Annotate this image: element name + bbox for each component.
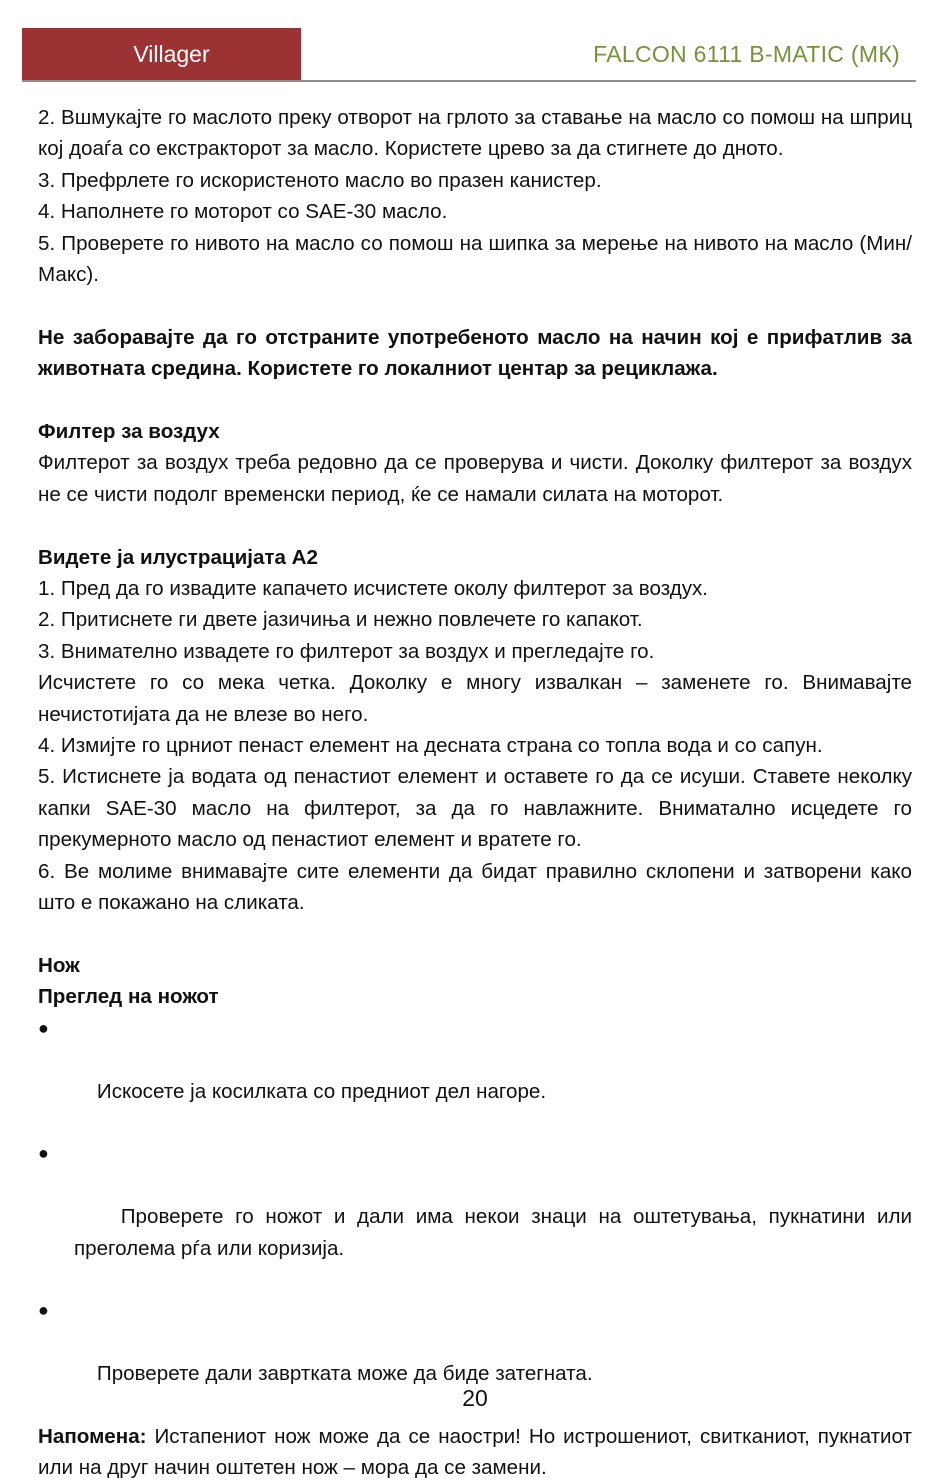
note-label: Напомена: <box>38 1425 147 1448</box>
filter-step-1: 1. Пред да го извадите капачето исчистете околу филтерот за воздух. <box>38 577 709 601</box>
list-item <box>38 1013 912 1139</box>
oil-step-5: 5. Проверете го нивото на масло со помош на шипка за мерење на нивото на масло (Мин/Макс). <box>38 231 912 287</box>
filter-step-6: 6. Ве молиме внимавајте сите елементи да бидат правилно склопени и затворени како што е покажано на сликата. <box>38 859 918 915</box>
bullet-icon: ● <box>38 1017 49 1038</box>
filter-step-2: 2. Притиснете ги двете јазичиња и нежно повлечете го капакот. <box>38 608 643 632</box>
filter-step-5: 5. Истиснете ја водата од пенастиот елемент и оставете го да се исуши. Ставете неколку капки SAE-30 масло на филтерот, за да го навлажните. Вниматално исцедете го прекумерното масло од пенастиот елемент и вратете го. <box>38 765 918 852</box>
page-header <box>22 28 916 82</box>
note-text: Истапениот нож може да се наостри! Но истрошениот, свитканиот, пукнатиот или на друг начин оштетен нож – мора да се замени. <box>38 1425 918 1480</box>
blade-heading: Нож <box>38 953 80 977</box>
air-filter-heading: Филтер за воздух <box>38 420 220 444</box>
bullet-icon: ● <box>38 1300 49 1321</box>
oil-disposal-warning: Не заборавајте да го отстраните употребеното масло на начин кој е прифатлив за животната средина. Користете го локалниот центар за рециклажа. <box>38 325 918 381</box>
oil-step-4: 4. Наполнете го моторот со SAE-30 масло. <box>38 200 448 224</box>
list-item-text: Проверете го ножот и дали има некои знаци на оштетувања, пукнатини или преголема рѓа или коризија. <box>74 1205 918 1260</box>
page-number: 20 <box>462 1385 488 1411</box>
illustration-heading: Видете ја илустрацијата A2 <box>38 545 319 569</box>
filter-step-4: 4. Измијте го црниот пенаст елемент на десната страна со топла вода и со сапун. <box>38 734 823 758</box>
oil-step-2: 2. Вшмукајте го маслото преку отворот на грлото за ставање на масло со помош на шприц кој доаѓа со екстракторот за масло. Користете црево за да стигнете до дното. <box>38 106 918 161</box>
page-content <box>38 102 918 1484</box>
blade-inspection-heading: Преглед на ножот <box>38 985 219 1009</box>
bullet-icon: ● <box>38 1143 49 1164</box>
blade-note <box>38 1421 918 1484</box>
filter-step-3: 3. Внимателно извадете го филтерот за воздух и прегледајте го. <box>38 639 655 663</box>
brand-label: Villager <box>22 28 301 80</box>
list-item <box>38 1138 918 1295</box>
filter-step-clean: Исчистете го со мека четка. Доколку е многу извалкан – заменете го. Внимавајте нечистотијата да не влезе во него. <box>38 671 918 726</box>
header-rule <box>22 80 916 82</box>
oil-step-3: 3. Префрлете го искористеното масло во празен канистер. <box>38 168 602 192</box>
list-item-text: Проверете дали завртката може да биде затегната. <box>96 1362 593 1386</box>
list-item-text: Искосете ја косилката со предниот дел нагоре. <box>96 1079 547 1103</box>
model-label: FALCON 6111 B-MATIC (МК) <box>593 41 900 67</box>
air-filter-text: Филтерот за воздух треба редовно да се проверува и чисти. Доколку филтерот за воздух не се чисти подолг временски период, ќе се намали силата на моторот. <box>38 451 918 506</box>
